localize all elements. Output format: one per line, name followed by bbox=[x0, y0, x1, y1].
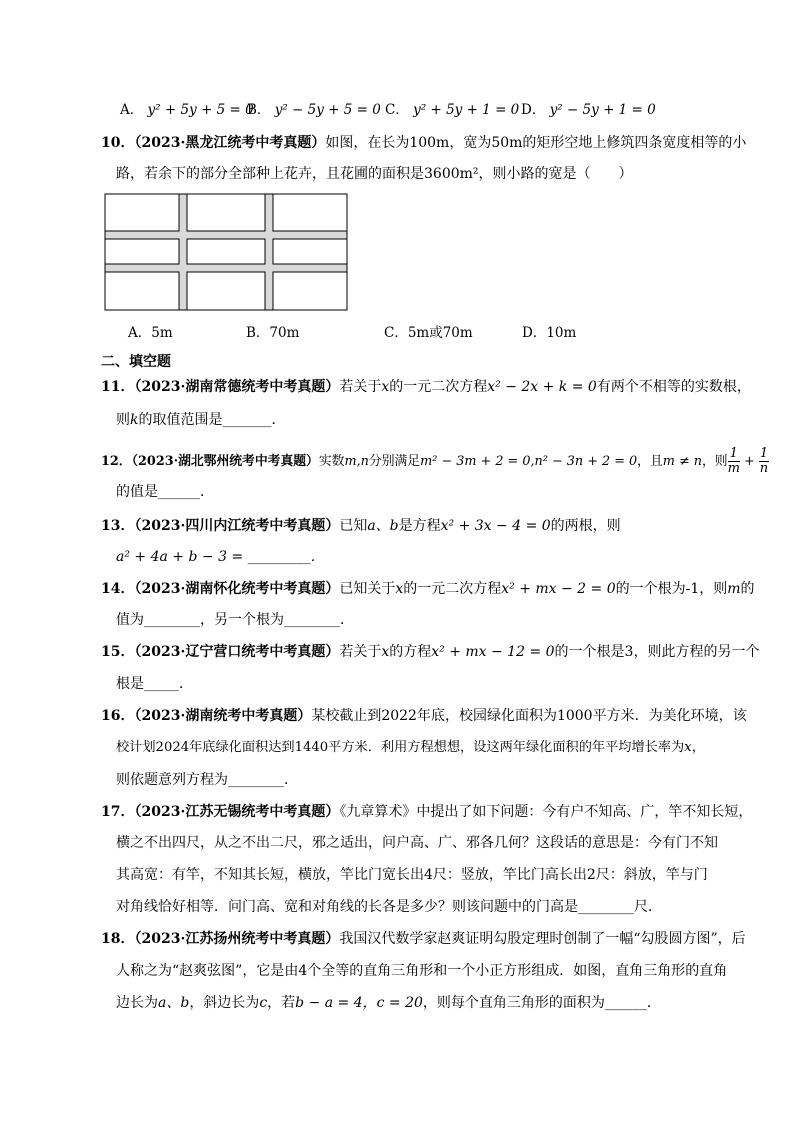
q9-option-a: A． y² + 5y + 5 = 0 bbox=[120, 102, 254, 118]
q10-option-d: D．10m bbox=[522, 325, 577, 341]
q9-option-d: D． y² − 5y + 1 = 0 bbox=[521, 102, 656, 118]
q12-line1: 12．（2023·湖北鄂州统考中考真题）实数m,n分别满足m² − 3m + 2 = 0,n² − 3n + 2 = 0，且m ≠ n，则 $\frac{1}{m}$ + $\frac{1}{n}$ bbox=[101, 446, 769, 476]
q16-line1: 16．（2023·湖南统考中考真题）某校截止到2022年底，校园绿化面积为1000平方米．为美化环境，该 bbox=[101, 708, 747, 724]
q18-line1: 18．（2023·江苏扬州统考中考真题）我国汉代数学家赵爽证明勾股定理时创制了一幅“勾股圆方图”，后 bbox=[101, 931, 746, 947]
q14-line2: 值为________，另一个根为________． bbox=[116, 612, 354, 628]
q13-line2: a² + 4a + b − 3 = _________． bbox=[116, 549, 325, 565]
q10-option-c: C．5m或70m bbox=[384, 325, 473, 341]
q17-line3: 其高宽：有竿，不知其长短，横放，竿比门宽长出4尺：竖放，竿比门高长出2尺：斜放，竿与门 bbox=[116, 867, 708, 883]
q17-line1: 17．（2023·江苏无锡统考中考真题）《九章算术》中提出了如下问题：今有户不知高、广，竿不知长短， bbox=[101, 804, 753, 820]
q17-line2: 横之不出四尺，从之不出二尺，邪之适出，问户高、广、邪各几何？这段话的意思是：今有门不知 bbox=[116, 835, 718, 851]
q11-line2: 则k的取值范围是_______． bbox=[116, 412, 286, 428]
q18-line2: 人称之为“赵爽弦图”，它是由4个全等的直角三角形和一个小正方形组成．如图，直角三角形的直角 bbox=[116, 963, 728, 979]
fraction-1-over-m: $\frac{1}{m}$ bbox=[727, 446, 740, 476]
q17-line4: 对角线恰好相等．问门高、宽和对角线的长各是多少？则该问题中的门高是________尺． bbox=[116, 899, 662, 915]
q10-option-a: A．5m bbox=[128, 325, 173, 341]
q16-line2: 校计划2024年底绿化面积达到1440平方米．利用方程想想，设这两年绿化面积的年平均增长率为x， bbox=[116, 740, 705, 755]
q10-line1: 10．（2023·黑龙江统考中考真题）如图，在长为100m，宽为50m的矩形空地上修筑四条宽度相等的小 bbox=[101, 135, 747, 151]
q10-line2: 路，若余下的部分全部种上花卉，且花圃的面积是3600m²，则小路的宽是（ ） bbox=[116, 166, 633, 182]
q10-option-b: B．70m bbox=[246, 325, 300, 341]
q14-line1: 14．（2023·湖南怀化统考中考真题）已知关于x的一元二次方程x² + mx − 2 = 0的一个根为-1，则m的 bbox=[101, 581, 755, 597]
q16-line3: 则依题意列方程为________． bbox=[116, 772, 298, 788]
section-title: 二、填空题 bbox=[101, 354, 171, 370]
q9-option-c: C． y² + 5y + 1 = 0 bbox=[385, 102, 520, 118]
q18-line3: 边长为a、b，斜边长为c，若b − a = 4，c = 20，则每个直角三角形的面积为______． bbox=[116, 995, 661, 1011]
garden-path-figure bbox=[104, 193, 349, 312]
q9-option-b: B． y² − 5y + 5 = 0 bbox=[247, 102, 381, 118]
q13-line1: 13．（2023·四川内江统考中考真题）已知a、b是方程x² + 3x − 4 = 0的两根，则 bbox=[101, 518, 621, 534]
q15-line2: 根是_____． bbox=[116, 676, 193, 692]
q11-line1: 11．（2023·湖南常德统考中考真题）若关于x的一元二次方程x² − 2x + k = 0有两个不相等的实数根， bbox=[101, 379, 751, 395]
fraction-1-over-n: $\frac{1}{n}$ bbox=[759, 446, 769, 476]
q15-line1: 15．（2023·辽宁营口统考中考真题）若关于x的方程x² + mx − 12 = 0的一个根是3，则此方程的另一个 bbox=[101, 644, 760, 660]
q12-line2: 的值是______． bbox=[116, 484, 214, 500]
